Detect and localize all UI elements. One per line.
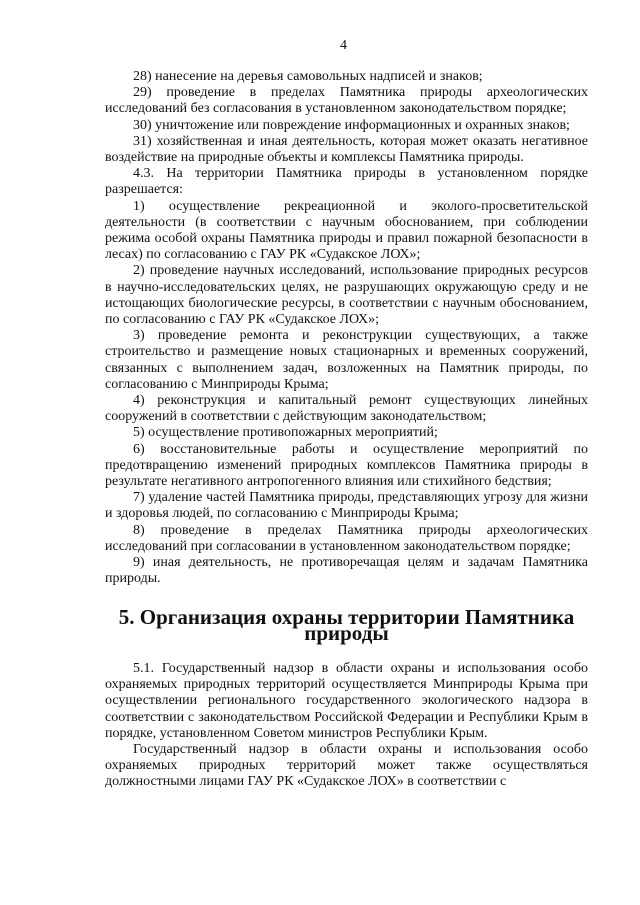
list-item: 6) восстановительные работы и осуществление мероприятий по предотвращению изменений природных комплексов Памятника природы в результате негативного антропогенного влияния или стихийного бедствия; xyxy=(105,441,588,490)
paragraph: 5.1. Государственный надзор в области охраны и использования особо охраняемых природных территорий осуществляется Минприроды Крыма при осуществлении регионального государственного экологического надзора в соответствии с законодательством Российской Федерации и Республики Крым в порядке, установленном Советом министров Республики Крым. xyxy=(105,660,588,741)
page-number: 4 xyxy=(340,38,347,53)
clause-4-3-heading: 4.3. На территории Памятника природы в установленном порядке разрешается: xyxy=(105,166,588,198)
list-item: 28) нанесение на деревья самовольных надписей и знаков; xyxy=(133,69,483,84)
list-item: 2) проведение научных исследований, использование природных ресурсов в научно-исследовательских целях, не разрушающих окружающую среду и не истощающих биологические ресурсы, в соответствии с научным обоснованием, по согласованию с ГАУ РК «Судакское ЛОХ»; xyxy=(105,263,588,328)
list-item: 31) хозяйственная и иная деятельность, которая может оказать негативное воздействие на природные объекты и комплексы Памятника природы. xyxy=(105,133,588,166)
list-item: 29) проведение в пределах Памятника природы археологических исследований без согласования в установленном законодательством порядке; xyxy=(105,85,588,117)
document-page xyxy=(105,38,588,791)
list-item: 8) проведение в пределах Памятника природы археологических исследований при согласовании в установленном законодательством порядке; xyxy=(105,522,588,554)
permitted-activities-list xyxy=(105,199,588,588)
paragraph: Государственный надзор в области охраны и использования особо охраняемых природных территорий может также осуществляться должностными лицами ГАУ РК «Судакское ЛОХ» в соответствии с xyxy=(105,741,588,790)
list-item: 30) уничтожение или повреждение информационных и охранных знаков; xyxy=(133,117,570,133)
list-item: 3) проведение ремонта и реконструкции существующих, а также строительство и размещение новых стационарных и временных сооружений, связанных с выполнением задач, возложенных на Памятник природы, по согласованию с Минприроды Крыма; xyxy=(105,328,588,392)
section-title: 5. Организация охраны территории Памятника природы xyxy=(118,604,575,645)
list-item: 5) осуществление противопожарных мероприятий; xyxy=(133,425,438,441)
list-item: 1) осуществление рекреационной и эколого-просветительской деятельности (в соответствии с научным обоснованием, при соблюдении режима особой охраны Памятника природы и правил пожарной безопасности в лесах) по согласованию с ГАУ РК «Судакское ЛОХ»; xyxy=(105,198,588,263)
list-item: 9) иная деятельность, не противоречащая целям и задачам Памятника природы. xyxy=(105,555,588,587)
prohibited-activities-list xyxy=(105,69,588,166)
list-item: 7) удаление частей Памятника природы, представляющих угрозу для жизни и здоровья людей, по согласованию с Минприроды Крыма; xyxy=(105,490,588,522)
section-5-body xyxy=(105,661,588,791)
list-item: 4) реконструкция и капитальный ремонт существующих линейных сооружений в соответствии с действующим законодательством; xyxy=(105,393,588,425)
